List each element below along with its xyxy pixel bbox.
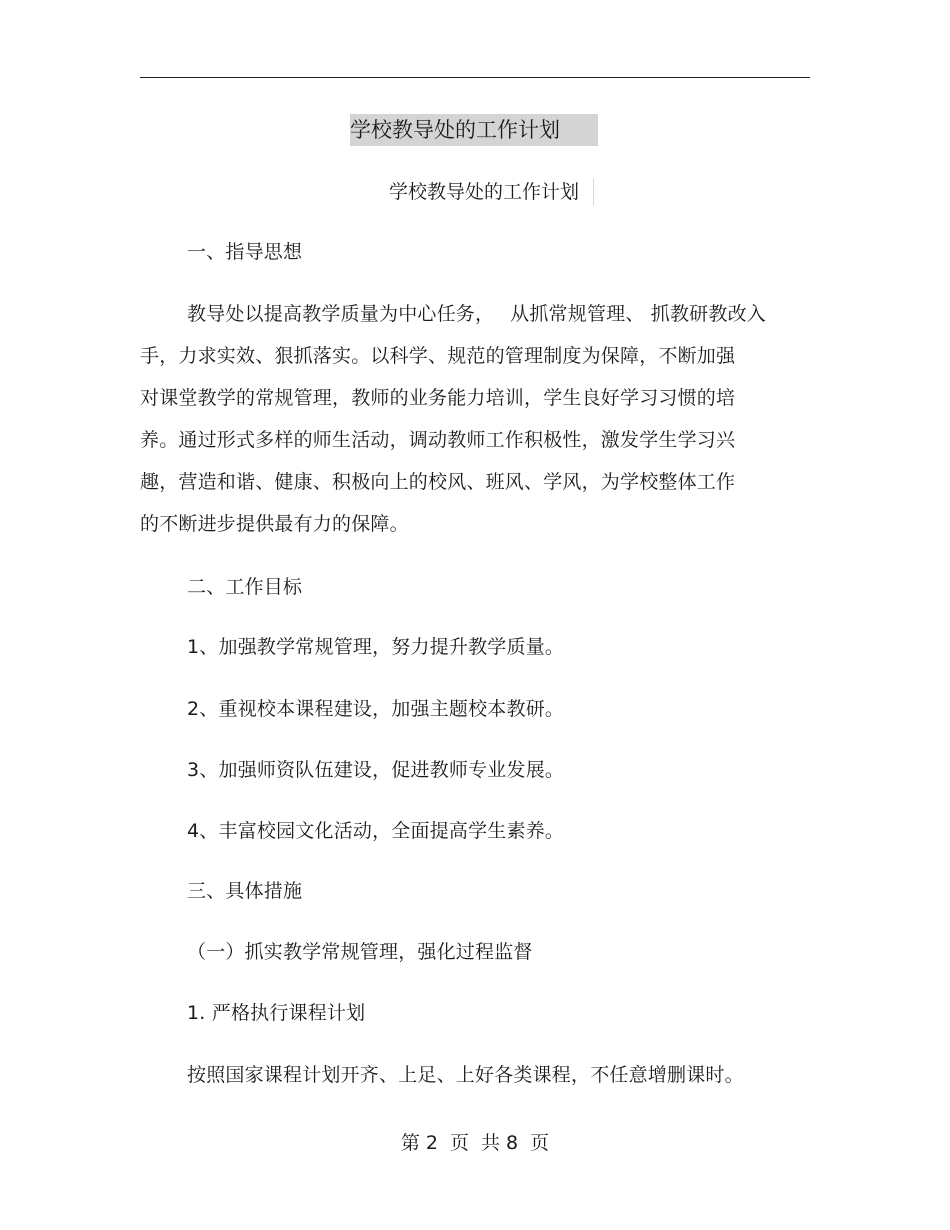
body-text-line: 按照国家课程计划开齐、上足、上好各类课程，不任意增删课时。 <box>187 1064 744 1086</box>
numbered-item-heading: 1. 严格执行课程计划 <box>187 1002 366 1024</box>
goal-item: 3、加强师资队伍建设，促进教师专业发展。 <box>187 759 565 781</box>
paragraph-line: 对课堂教学的常规管理，教师的业务能力培训，学生良好学习习惯的培 <box>140 387 736 409</box>
section-heading-measures: 三、具体措施 <box>187 880 303 902</box>
current-page-number: 2 <box>425 1132 438 1154</box>
paragraph-line: 教导处以提高教学质量为中心任务， 从抓常规管理、 抓教研教改入 <box>187 303 766 325</box>
header-rule <box>140 77 810 78</box>
footer-suffix: 页 <box>530 1132 550 1154</box>
section-heading-guiding-ideology: 一、指导思想 <box>187 241 303 263</box>
paragraph-line: 的不断进步提供最有力的保障。 <box>140 513 409 535</box>
paragraph-line: 养。通过形式多样的师生活动，调动教师工作积极性，激发学生学习兴 <box>140 429 736 451</box>
goal-item: 2、重视校本课程建设，加强主题校本教研。 <box>187 698 565 720</box>
goal-item: 1、加强教学常规管理，努力提升教学质量。 <box>187 636 565 658</box>
footer-prefix: 第 <box>400 1132 420 1154</box>
page-footer <box>0 1129 950 1157</box>
document-title: 学校教导处的工作计划 <box>350 114 598 146</box>
footer-page-word: 页 <box>449 1132 469 1154</box>
footer-total-prefix: 共 <box>481 1132 501 1154</box>
document-subtitle: 学校教导处的工作计划 <box>389 178 594 206</box>
subsection-heading: （一）抓实教学常规管理，强化过程监督 <box>187 941 533 963</box>
section-heading-work-goals: 二、工作目标 <box>187 576 303 598</box>
total-page-count: 8 <box>506 1132 519 1154</box>
goal-item: 4、丰富校园文化活动，全面提高学生素养。 <box>187 820 565 842</box>
paragraph-line: 趣，营造和谐、健康、积极向上的校风、班风、学风，为学校整体工作 <box>140 471 736 493</box>
paragraph-line: 手，力求实效、狠抓落实。以科学、规范的管理制度为保障，不断加强 <box>140 345 736 367</box>
